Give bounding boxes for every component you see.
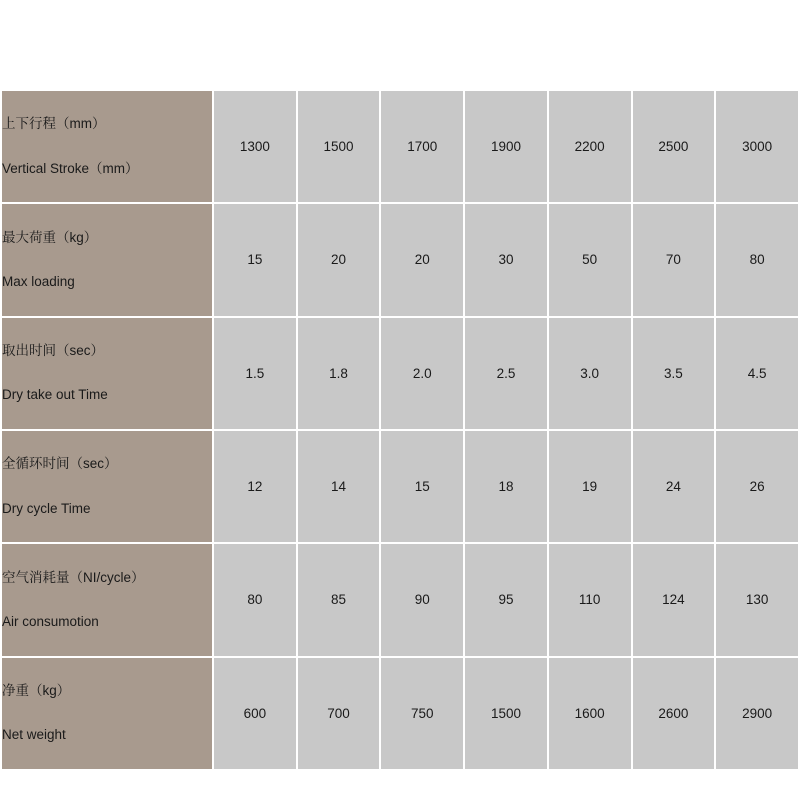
- row-label-air-consumption: [1, 543, 213, 656]
- table-cell: 2200: [548, 90, 632, 203]
- row-label-cn: 全循环时间（sec）: [2, 456, 118, 472]
- table-cell: 14: [297, 430, 381, 543]
- table-cell: 110: [548, 543, 632, 656]
- table-cell: 95: [464, 543, 548, 656]
- table-cell: 85: [297, 543, 381, 656]
- table-cell: 3.0: [548, 317, 632, 430]
- table-cell: 2900: [715, 657, 799, 770]
- table-cell: 1900: [464, 90, 548, 203]
- table-cell: 3000: [715, 90, 799, 203]
- table-cell: 2500: [632, 90, 716, 203]
- table-cell: 600: [213, 657, 297, 770]
- table-cell: 2.0: [380, 317, 464, 430]
- table-cell: 2.5: [464, 317, 548, 430]
- row-label-dry-cycle-time: [1, 430, 213, 543]
- table-cell: 130: [715, 543, 799, 656]
- row-label-en: Vertical Stroke（mm）: [2, 160, 139, 176]
- table-cell: 70: [632, 203, 716, 316]
- table-cell: 3.5: [632, 317, 716, 430]
- row-label-dry-take-out-time: [1, 317, 213, 430]
- table-cell: 750: [380, 657, 464, 770]
- table-cell: 15: [380, 430, 464, 543]
- row-label-en: Dry take out Time: [2, 387, 108, 403]
- table-cell: 124: [632, 543, 716, 656]
- table-row: [1, 430, 799, 543]
- table-cell: 1.5: [213, 317, 297, 430]
- table-cell: 30: [464, 203, 548, 316]
- table-cell: 700: [297, 657, 381, 770]
- row-label-max-loading: [1, 203, 213, 316]
- table-cell: 2600: [632, 657, 716, 770]
- table-cell: 15: [213, 203, 297, 316]
- table-cell: 1300: [213, 90, 297, 203]
- specification-table: [0, 89, 800, 771]
- table-cell: 80: [715, 203, 799, 316]
- table-cell: 50: [548, 203, 632, 316]
- table-row: [1, 657, 799, 770]
- row-label-en: Net weight: [2, 727, 66, 743]
- row-label-cn: 净重（kg）: [2, 682, 71, 698]
- row-label-cn: 取出时间（sec）: [2, 342, 105, 358]
- table-cell: 1500: [464, 657, 548, 770]
- row-label-cn: 空气消耗量（NI/cycle）: [2, 569, 145, 585]
- table-cell: 12: [213, 430, 297, 543]
- row-label-vertical-stroke: [1, 90, 213, 203]
- table-cell: 1.8: [297, 317, 381, 430]
- row-label-cn: 上下行程（mm）: [2, 116, 106, 132]
- row-label-net-weight: [1, 657, 213, 770]
- specification-table-container: [0, 89, 800, 771]
- table-cell: 90: [380, 543, 464, 656]
- row-label-en: Max loading: [2, 274, 75, 290]
- table-cell: 24: [632, 430, 716, 543]
- table-cell: 1700: [380, 90, 464, 203]
- table-row: [1, 90, 799, 203]
- table-row: [1, 203, 799, 316]
- table-cell: 19: [548, 430, 632, 543]
- table-cell: 18: [464, 430, 548, 543]
- table-cell: 20: [380, 203, 464, 316]
- table-cell: 1500: [297, 90, 381, 203]
- row-label-cn: 最大荷重（kg）: [2, 229, 98, 245]
- table-cell: 20: [297, 203, 381, 316]
- table-cell: 26: [715, 430, 799, 543]
- table-row: [1, 317, 799, 430]
- table-cell: 4.5: [715, 317, 799, 430]
- row-label-en: Dry cycle Time: [2, 500, 91, 516]
- table-cell: 1600: [548, 657, 632, 770]
- table-body: [1, 90, 799, 770]
- table-cell: 80: [213, 543, 297, 656]
- row-label-en: Air consumotion: [2, 614, 99, 630]
- table-row: [1, 543, 799, 656]
